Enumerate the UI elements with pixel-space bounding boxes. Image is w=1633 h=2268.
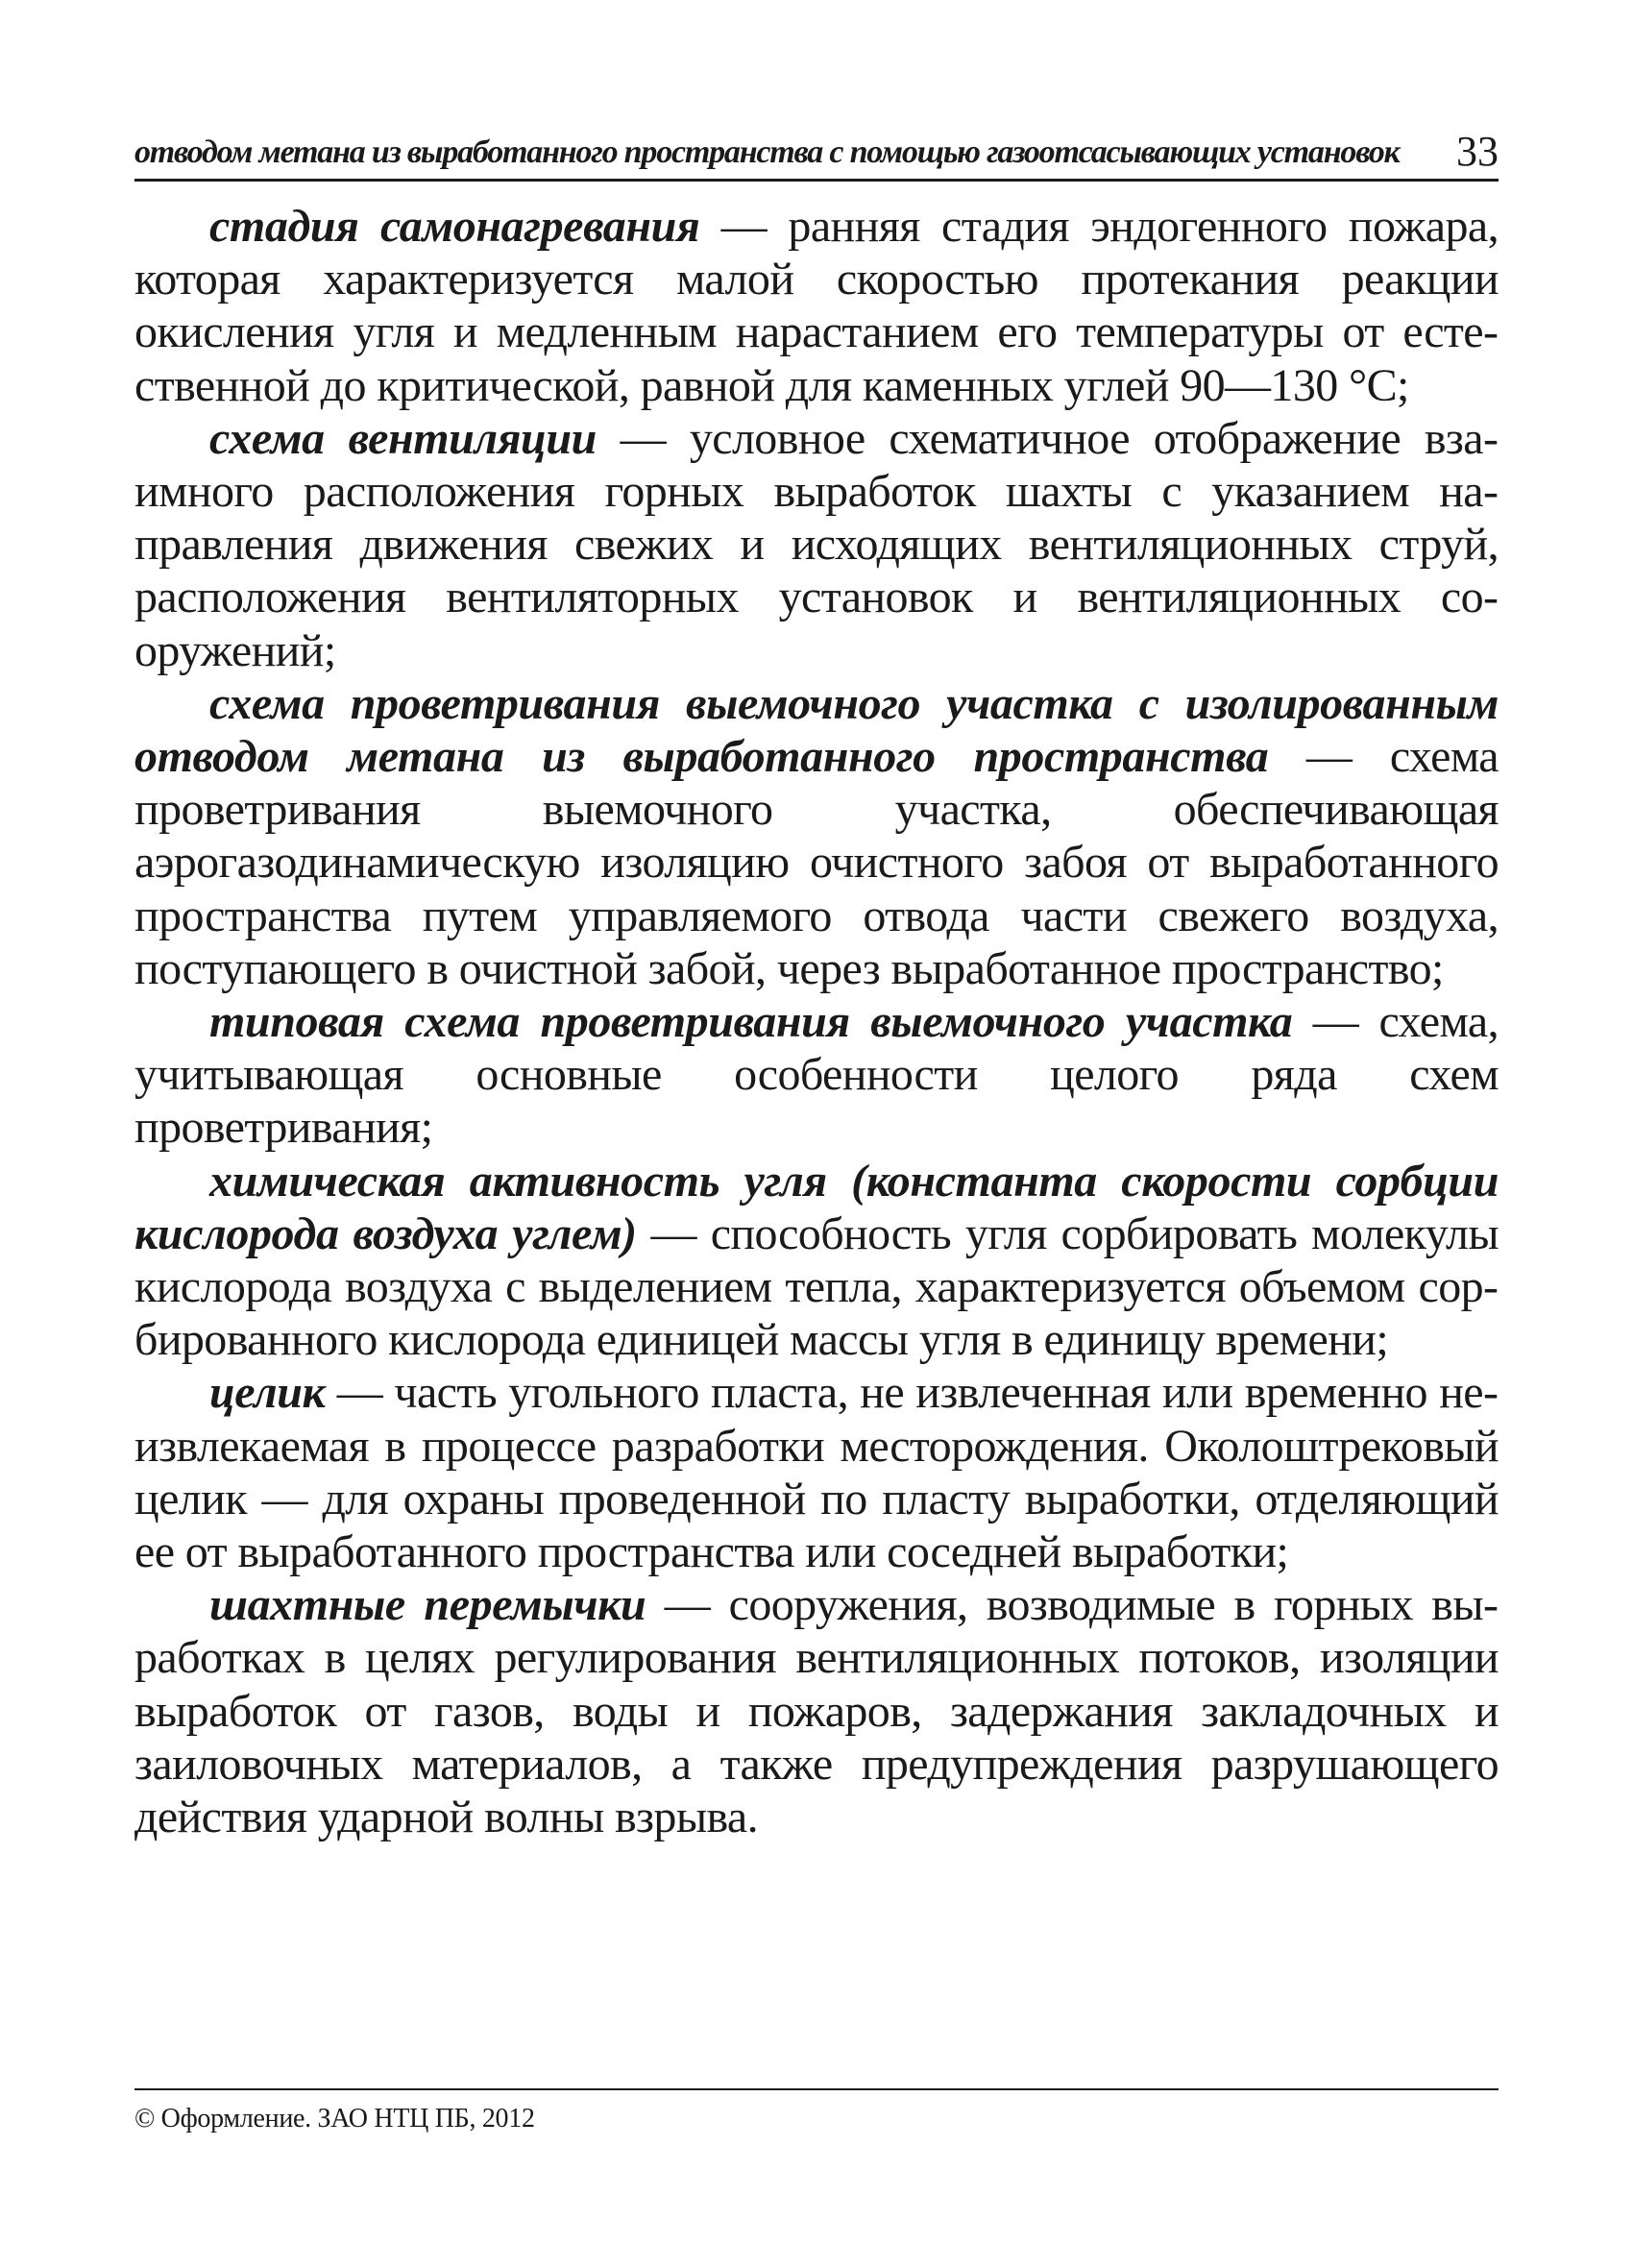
definition-term: типовая схема проветривания выемочного участка (209, 996, 1293, 1048)
definition-mine-stoppings (134, 1578, 1499, 1843)
page-number: 33 (1456, 128, 1499, 175)
definition-text: — ранняя стадия эндогенного пожара, которая характеризуется малой скоростью протекания реакции окисления угля и медленным нарастанием его температуры от естественной до критической, равной для каменных углей 90—130 °С; (134, 201, 1499, 411)
definition-term: химическая активность угля (константа скорости сорбции кислорода воздуха углем) (134, 1155, 1499, 1259)
definition-text: — часть угольного пласта, не извлеченная или временно неизвлекаемая в процессе разработки месторождения. Околоштрековый целик — для охраны проведенной по пласту выработки, отделяющий ее от выработанного пространства или соседней выработки; (134, 1367, 1499, 1578)
running-title: отводом метана из выработанного пространства с помощью газоотсасывающих установок (134, 134, 1400, 170)
copyright-notice: © Оформление. ЗАО НТЦ ПБ, 2012 (134, 2104, 535, 2134)
page-footer (134, 2088, 1499, 2134)
definition-term: схема проветривания выемочного участка с изолированным отводом метана из выработанного пространства (134, 677, 1499, 783)
definition-pillar (134, 1366, 1499, 1578)
definition-isolated-methane-drainage-scheme (134, 677, 1499, 995)
page-header (134, 125, 1499, 182)
definition-self-heating-stage (134, 200, 1499, 412)
definition-term: схема вентиляции (209, 412, 597, 464)
definition-ventilation-scheme (134, 412, 1499, 677)
definition-text: — условное схематичное отображение взаимного расположения горных выработок шахты с указанием направления движения свежих и исходящих вентиляционных струй, расположения вентиляторных установок и вентиляционных сооружений; (134, 412, 1499, 676)
definitions-list (134, 200, 1499, 1843)
definition-term: целик (209, 1367, 326, 1419)
definition-term: стадия самонагревания (209, 201, 700, 252)
definition-text: — сооружения, возводимые в горных выработках в целях регулирования вентиляционных потоков, изоляции выработок от газов, воды и пожаров, задержания закладочных и заиловочных материалов, а также предупреждения разрушающего действия ударной волны взрыва. (134, 1579, 1499, 1843)
definition-text: — схема, учитывающая основные особенности целого ряда схем проветривания; (134, 996, 1499, 1154)
definition-text: — схема проветривания выемочного участка, обеспечивающая аэрогазодинамическую изоляцию очистного забоя от выработанного пространства путем управляемого отвода части свежего воздуха, поступающего в очистной забой, через выработанное пространство; (134, 731, 1499, 994)
definition-term: шахтные перемычки (209, 1579, 646, 1631)
definition-coal-chemical-activity (134, 1155, 1499, 1367)
definition-text: — способность угля сорбировать молекулы кислорода воздуха с выделением тепла, характеризуется объемом сорбированного кислорода единицей массы угля в единицу времени; (134, 1207, 1499, 1366)
definition-typical-ventilation-scheme (134, 995, 1499, 1155)
